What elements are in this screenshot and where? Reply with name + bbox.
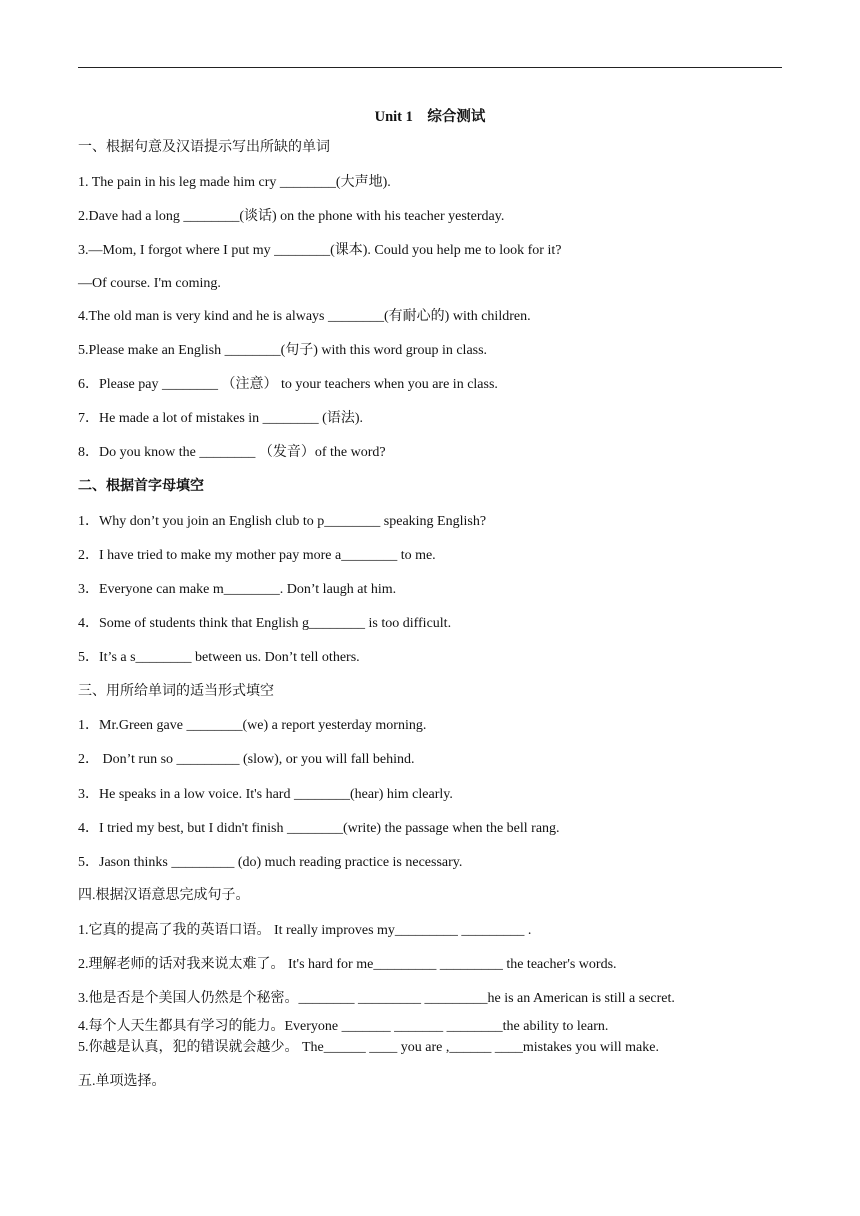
header-rule xyxy=(78,67,782,68)
question-1-3-reply: —Of course. I'm coming. xyxy=(78,276,221,291)
question-3-1: 1．Mr.Green gave ________(we) a report yesterday morning. xyxy=(78,718,427,733)
question-1-4: 4.The old man is very kind and he is always ________(有耐心的) with children. xyxy=(78,309,531,324)
question-1-5: 5.Please make an English ________(句子) with this word group in class. xyxy=(78,343,488,358)
question-2-2: 2．I have tried to make my mother pay more a________ to me. xyxy=(78,548,436,563)
section-heading-5: 五.单项选择。 xyxy=(78,1074,166,1089)
question-4-5: 5.你越是认真，犯的错误就会越少。 The______ ____ you are ,______ ____mistakes you will make. xyxy=(78,1040,659,1055)
question-3-2: 2． Don’t run so _________ (slow), or you will fall behind. xyxy=(78,752,415,767)
question-1-3: 3.—Mom, I forgot where I put my ________(课本). Could you help me to look for it? xyxy=(78,243,562,258)
section-heading-1: 一、根据句意及汉语提示写出所缺的单词 xyxy=(78,140,330,155)
question-1-6: 6．Please pay ________ （注意） to your teachers when you are in class. xyxy=(78,377,498,392)
section-heading-2: 二、根据首字母填空 xyxy=(78,479,204,494)
question-1-8: 8．Do you know the ________ （发音）of the word? xyxy=(78,445,386,460)
question-4-1: 1.它真的提高了我的英语口语。 It really improves my_________ _________ . xyxy=(78,923,532,938)
question-4-2: 2.理解老师的话对我来说太难了。 It's hard for me_________ _________ the teacher's words. xyxy=(78,957,617,972)
question-4-3: 3.他是否是个美国人仍然是个秘密。________ _________ _________he is an American is still a secret. xyxy=(78,991,675,1006)
question-4-4: 4.每个人天生都具有学习的能力。Everyone _______ _______ ________the ability to learn. xyxy=(78,1019,609,1034)
question-1-2: 2.Dave had a long ________(谈话) on the phone with his teacher yesterday. xyxy=(78,209,505,224)
question-1-1: 1. The pain in his leg made him cry ________(大声地). xyxy=(78,175,391,190)
question-2-5: 5．It’s a s________ between us. Don’t tell others. xyxy=(78,650,360,665)
section-heading-3: 三、用所给单词的适当形式填空 xyxy=(78,684,274,699)
section-heading-4: 四.根据汉语意思完成句子。 xyxy=(78,888,250,903)
question-3-3: 3．He speaks in a low voice. It's hard ________(hear) him clearly. xyxy=(78,787,453,802)
question-3-5: 5．Jason thinks _________ (do) much reading practice is necessary. xyxy=(78,855,463,870)
question-2-4: 4．Some of students think that English g________ is too difficult. xyxy=(78,616,452,631)
question-3-4: 4．I tried my best, but I didn't finish ________(write) the passage when the bell rang. xyxy=(78,821,560,836)
page-title: Unit 1 综合测试 xyxy=(374,109,486,125)
question-2-1: 1．Why don’t you join an English club to p________ speaking English? xyxy=(78,514,487,529)
question-2-3: 3．Everyone can make m________. Don’t laugh at him. xyxy=(78,582,397,597)
question-1-7: 7．He made a lot of mistakes in ________ (语法). xyxy=(78,411,364,426)
